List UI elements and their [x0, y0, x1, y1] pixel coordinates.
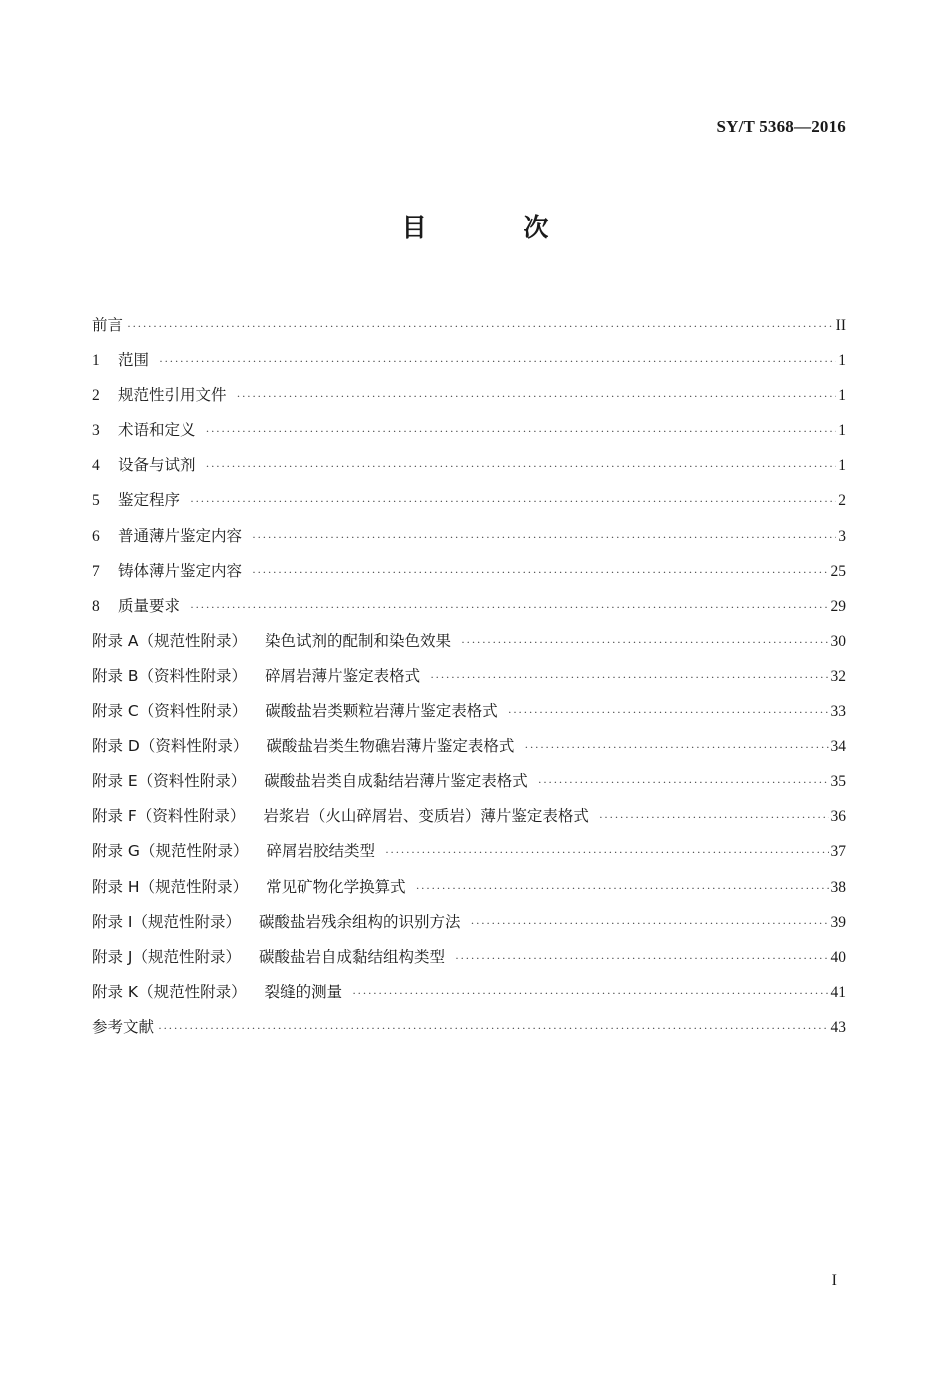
- section-number: 3: [92, 422, 100, 440]
- toc-entry-title: 铸体薄片鉴定内容: [118, 561, 243, 580]
- toc-entry-page: 1: [838, 422, 846, 440]
- toc-entry-title: 碎屑岩胶结类型: [266, 842, 375, 861]
- toc-entry-title: 碎屑岩薄片鉴定表格式: [265, 666, 421, 685]
- leader-dots: [430, 670, 828, 685]
- toc-entry-section-7[interactable]: [92, 559, 846, 594]
- toc-entry-page: 2: [838, 492, 846, 510]
- leader-dots: [206, 459, 836, 474]
- toc-entry-page: 40: [830, 948, 846, 966]
- leader-dots: [190, 494, 836, 509]
- appendix-label: 附录 G（规范性附录）: [92, 842, 249, 861]
- leader-dots: [471, 916, 829, 931]
- toc-entry-page: 37: [830, 843, 846, 861]
- toc-entry-page: 1: [838, 387, 846, 405]
- leader-dots: [190, 600, 828, 615]
- toc-entry-title: 范围: [118, 351, 150, 370]
- appendix-label: 附录 A（规范性附录）: [92, 631, 248, 650]
- toc-entry-title: 碳酸盐岩类生物礁岩薄片鉴定表格式: [266, 737, 515, 756]
- toc-entry-page: 34: [830, 738, 846, 756]
- appendix-label: 附录 K（规范性附录）: [92, 982, 247, 1001]
- toc-entry-appendix-f[interactable]: [92, 804, 846, 839]
- toc-entry-appendix-i[interactable]: [92, 910, 846, 945]
- toc-entry-appendix-k[interactable]: [92, 980, 846, 1015]
- toc-entry-title: 鉴定程序: [118, 491, 181, 510]
- toc-entry-page: 43: [830, 1018, 846, 1036]
- appendix-label: 附录 B（资料性附录）: [92, 666, 248, 685]
- toc-entry-section-4[interactable]: [92, 453, 846, 488]
- toc-entry-title: 规范性引用文件: [118, 386, 227, 405]
- leader-dots: [127, 319, 834, 334]
- toc-entry-title: 设备与试剂: [118, 456, 196, 475]
- toc-entry-page: 41: [830, 983, 846, 1001]
- toc-entry-appendix-d[interactable]: [92, 734, 846, 769]
- toc-entry-title: 碳酸盐岩自成黏结组构类型: [259, 947, 446, 966]
- section-number: 8: [92, 597, 100, 615]
- toc-entry-page: 36: [830, 808, 846, 826]
- appendix-label: 附录 F（资料性附录）: [92, 807, 246, 826]
- appendix-label: 附录 J（规范性附录）: [92, 947, 241, 966]
- leader-dots: [461, 635, 828, 650]
- toc-entry-appendix-g[interactable]: [92, 839, 846, 874]
- toc-entry-page: 38: [830, 878, 846, 896]
- section-number: 4: [92, 457, 100, 475]
- appendix-label: 附录 D（资料性附录）: [92, 737, 249, 756]
- toc-entry-appendix-j[interactable]: [92, 945, 846, 980]
- leader-dots: [599, 810, 829, 825]
- leader-dots: [538, 775, 829, 790]
- toc-entry-title: 染色试剂的配制和染色效果: [265, 631, 452, 650]
- toc-entry-page: 25: [830, 562, 846, 580]
- toc-entry-page: 30: [830, 632, 846, 650]
- toc-entry-section-5[interactable]: [92, 488, 846, 523]
- toc-entry-page: 32: [830, 667, 846, 685]
- toc-entry-page: 29: [830, 597, 846, 615]
- leader-dots: [385, 845, 829, 860]
- toc-entry-foreword[interactable]: [92, 313, 846, 348]
- section-number: 6: [92, 527, 100, 545]
- toc-entry-title: 碳酸盐岩残余组构的识别方法: [259, 912, 461, 931]
- toc-entry-appendix-e[interactable]: [92, 769, 846, 804]
- leader-dots: [159, 354, 836, 369]
- toc-entry-section-3[interactable]: [92, 418, 846, 453]
- appendix-label: 附录 E（资料性附录）: [92, 772, 247, 791]
- appendix-label: 附录 H（规范性附录）: [92, 877, 249, 896]
- toc-entry-section-6[interactable]: [92, 524, 846, 559]
- leader-dots: [206, 424, 836, 439]
- document-number: SY/T 5368—2016: [716, 117, 846, 136]
- leader-dots: [508, 705, 829, 720]
- toc-entry-title: 参考文献: [92, 1017, 155, 1036]
- appendix-label: 附录 C（资料性附录）: [92, 702, 248, 721]
- leader-dots: [352, 986, 828, 1001]
- toc-entry-appendix-a[interactable]: [92, 629, 846, 664]
- toc-entry-title: 术语和定义: [118, 421, 196, 440]
- toc-entry-title: 碳酸盐岩类颗粒岩薄片鉴定表格式: [265, 702, 498, 721]
- toc-entry-title: 普通薄片鉴定内容: [118, 526, 243, 545]
- toc-entry-title: 常见矿物化学换算式: [266, 877, 406, 896]
- section-number: 5: [92, 492, 100, 510]
- toc-entry-page: 33: [830, 703, 846, 721]
- section-number: 7: [92, 562, 100, 580]
- toc-entry-section-2[interactable]: [92, 383, 846, 418]
- toc-entry-title: 前言: [92, 316, 124, 334]
- toc-entry-appendix-h[interactable]: [92, 875, 846, 910]
- section-number: 2: [92, 387, 100, 405]
- toc-entry-section-1[interactable]: [92, 348, 846, 383]
- toc-entry-page: 1: [838, 352, 846, 370]
- toc-entry-appendix-b[interactable]: [92, 664, 846, 699]
- toc-entry-section-8[interactable]: [92, 594, 846, 629]
- toc-entry-page: 3: [838, 527, 846, 545]
- leader-dots: [252, 565, 828, 580]
- toc-entry-title: 质量要求: [118, 596, 181, 615]
- section-number: 1: [92, 352, 100, 370]
- leader-dots: [252, 530, 836, 545]
- leader-dots: [416, 881, 829, 896]
- toc-entry-page: 35: [830, 773, 846, 791]
- page-title: 目 次: [401, 213, 593, 242]
- toc-entry-title: 碳酸盐岩类自成黏结岩薄片鉴定表格式: [264, 772, 528, 791]
- leader-dots: [158, 1021, 828, 1036]
- leader-dots: [237, 389, 836, 404]
- toc-entry-page: 1: [838, 457, 846, 475]
- toc-entry-title: 岩浆岩（火山碎屑岩、变质岩）薄片鉴定表格式: [263, 807, 589, 826]
- table-of-contents: [92, 313, 846, 1050]
- toc-entry-appendix-c[interactable]: [92, 699, 846, 734]
- toc-entry-title: 裂缝的测量: [264, 982, 343, 1001]
- leader-dots: [455, 951, 828, 966]
- toc-entry-page: II: [835, 317, 846, 334]
- leader-dots: [524, 740, 828, 755]
- toc-entry-page: 39: [830, 913, 846, 931]
- toc-entry-references[interactable]: [92, 1015, 846, 1050]
- page-number: I: [831, 1272, 837, 1289]
- appendix-label: 附录 I（规范性附录）: [92, 912, 241, 931]
